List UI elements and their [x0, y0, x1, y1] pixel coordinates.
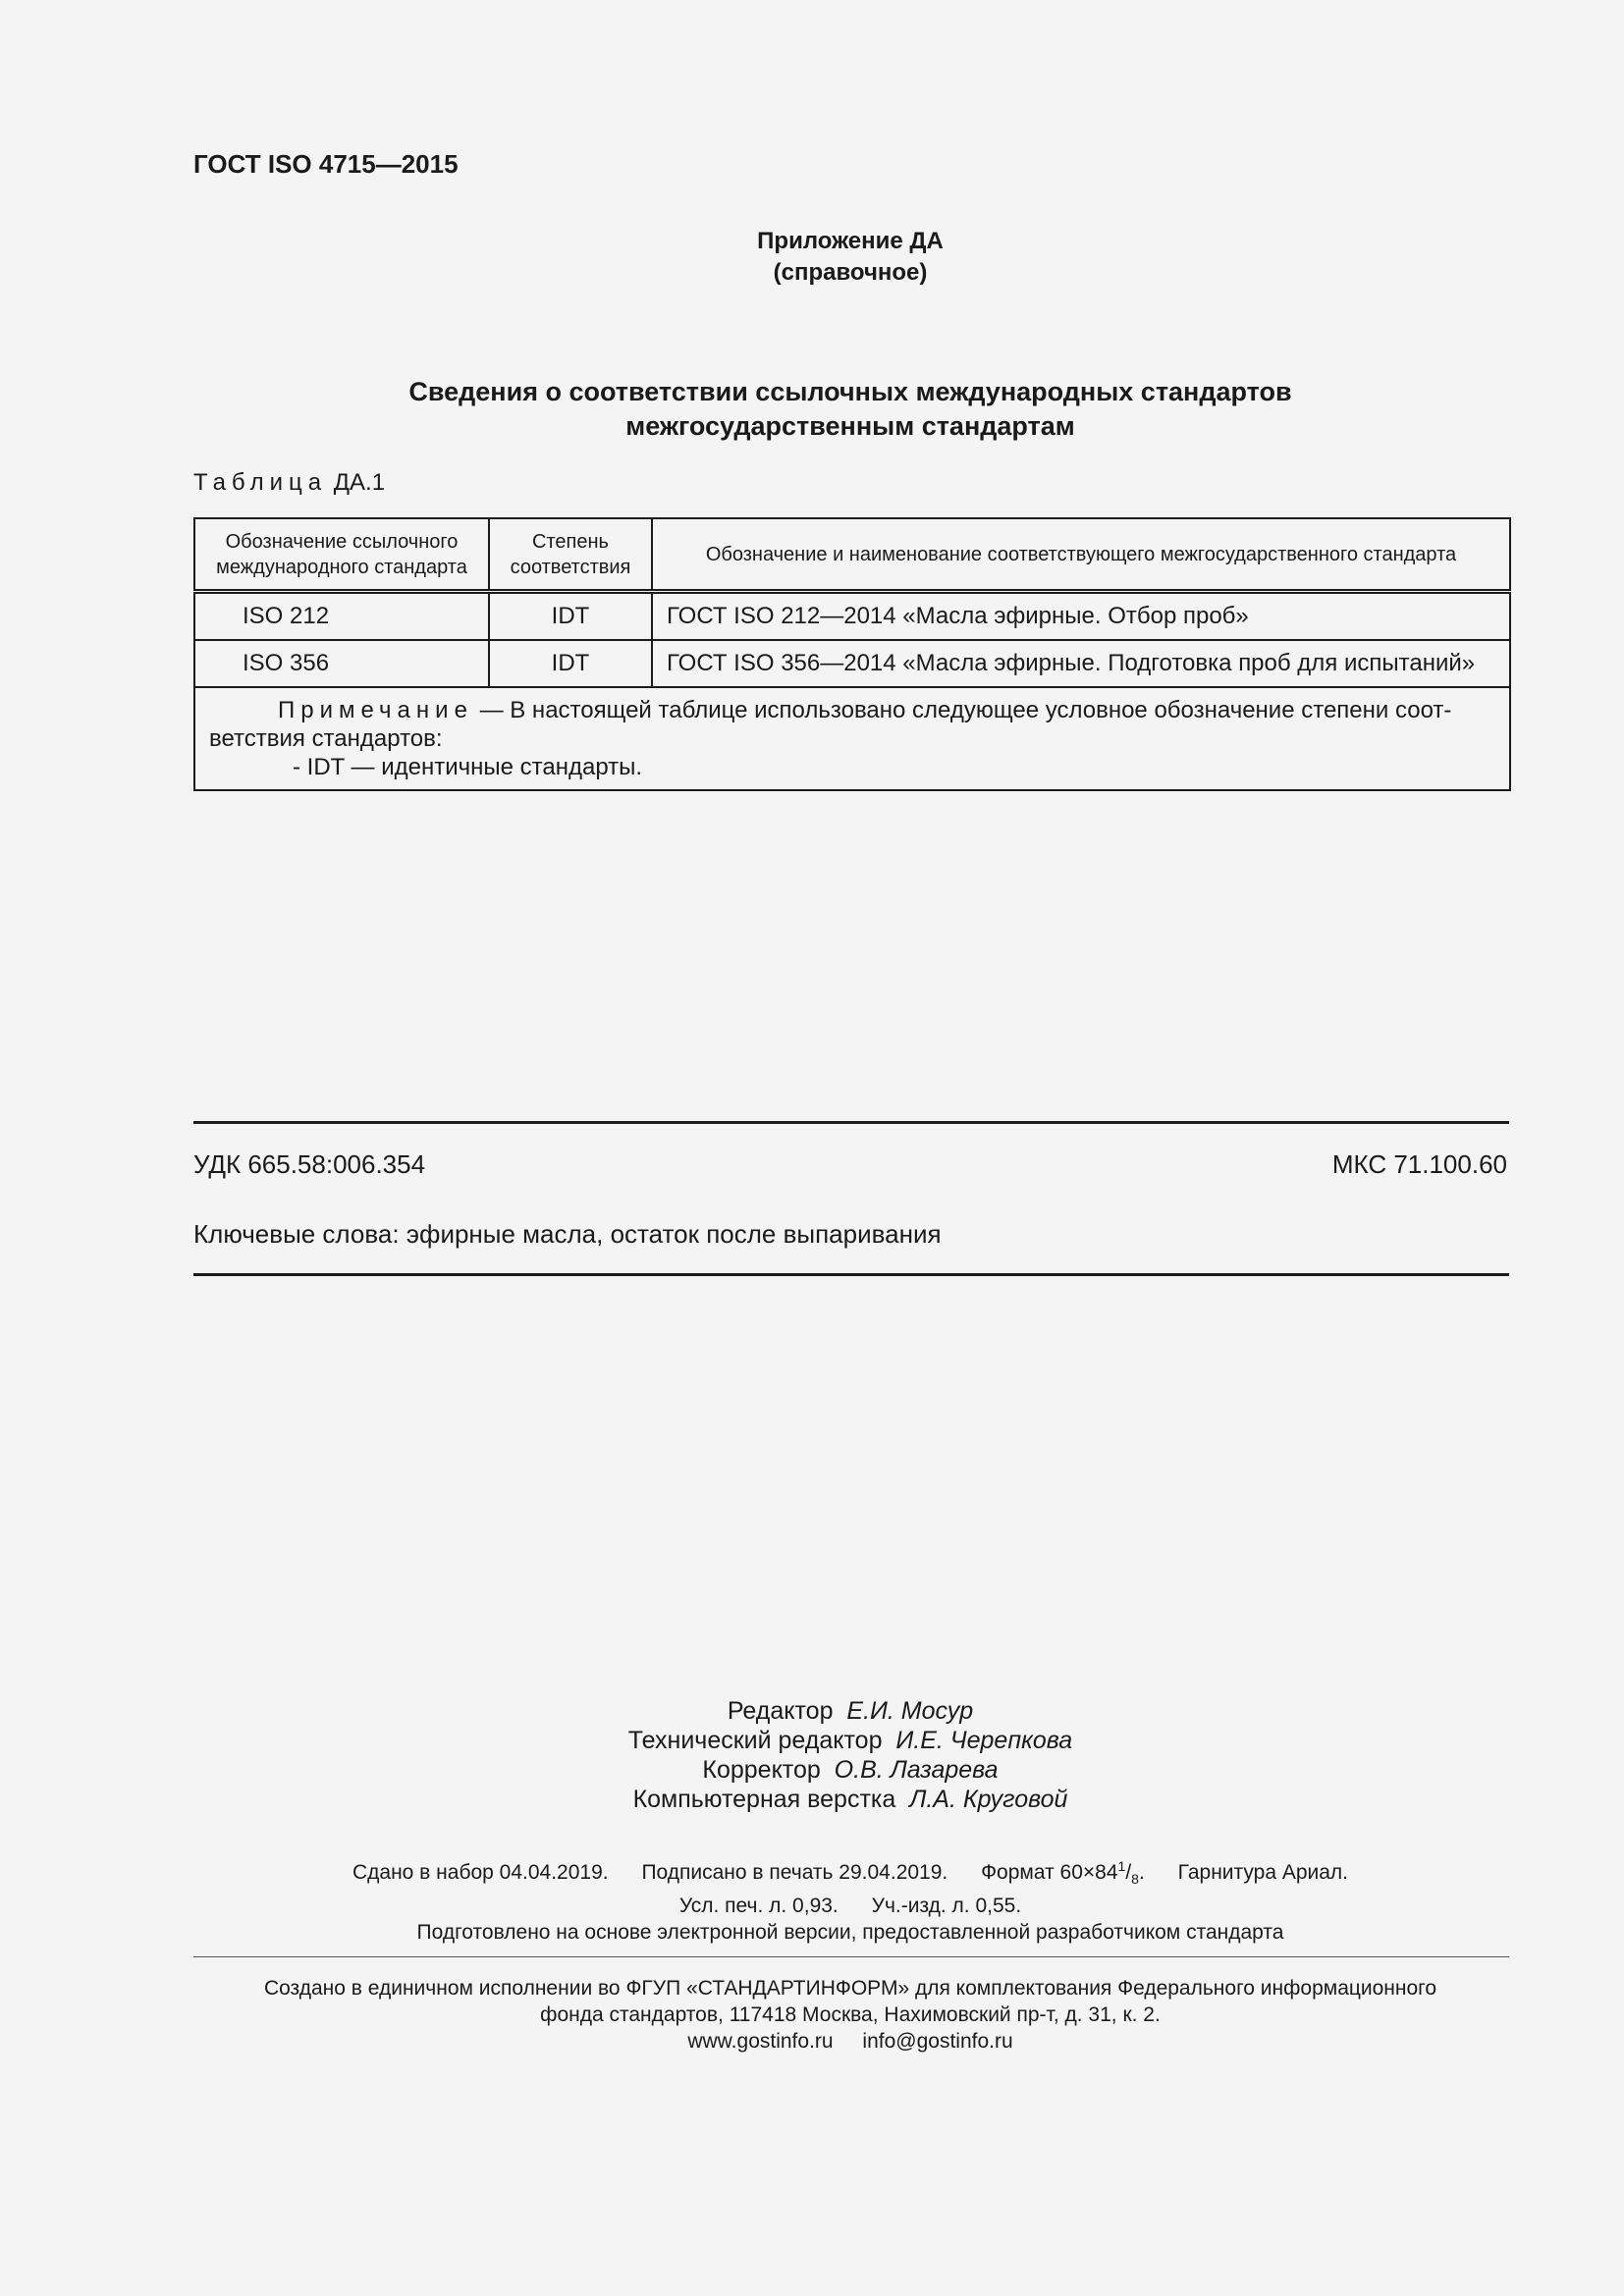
credit-role: Редактор — [727, 1697, 834, 1725]
header-intl-standard: Обозначение ссылочного международного стандарта — [194, 518, 489, 592]
credit-role: Технический редактор — [627, 1727, 883, 1754]
footer-line1: Создано в единичном исполнении во ФГУП «СТАНДАРТИНФОРМ» для комплектования Федерального информационного — [263, 1977, 1437, 2000]
table-row — [194, 640, 1510, 687]
print-info-line2 — [193, 1893, 1507, 1919]
print-info-line1 — [193, 1853, 1507, 1893]
udk-code: УДК 665.58:006.354 — [193, 1149, 426, 1179]
table-header-row — [194, 518, 1510, 592]
appendix-subtitle: (справочное) — [773, 259, 928, 286]
cell-national: ГОСТ ISO 212—2014 «Масла эфирные. Отбор проб» — [652, 592, 1510, 641]
section-title-line1: Сведения о соответствии ссылочных международных стандартов — [408, 377, 1292, 406]
table-label-word: Таблица — [193, 469, 328, 496]
section-title-line2: межгосударственным стандартам — [625, 411, 1075, 441]
credit-name: И.Е. Черепкова — [895, 1727, 1073, 1754]
email-link[interactable]: info@gostinfo.ru — [862, 2030, 1013, 2053]
credit-name: Е.И. Мосур — [846, 1697, 974, 1725]
keywords: Ключевые слова: эфирные масла, остаток после выпаривания — [193, 1219, 942, 1249]
mks-code: МКС 71.100.60 — [1331, 1149, 1507, 1179]
cell-intl: ISO 356 — [194, 640, 489, 687]
header-degree: Степень соответствия — [489, 518, 652, 592]
credits — [193, 1696, 1507, 1814]
table-note — [194, 687, 1510, 790]
printed-sheets: Усл. печ. л. 0,93. — [678, 1895, 839, 1918]
note-label: Примечание — [278, 697, 473, 723]
print-info — [193, 1853, 1507, 1946]
website-link[interactable]: www.gostinfo.ru — [687, 2030, 834, 2053]
table-label-number: ДА.1 — [333, 469, 386, 496]
credit-line — [193, 1755, 1507, 1785]
table-row — [194, 592, 1510, 641]
format: Формат $60\times 84^1/_8$. — [981, 1858, 1145, 1888]
appendix-title: Приложение ДА — [757, 228, 944, 254]
credit-name: О.В. Лазарева — [834, 1756, 999, 1784]
appendix-heading — [193, 226, 1507, 289]
signed-date: Подписано в печать 29.04.2019. — [641, 1861, 948, 1884]
note-text: — В настоящей таблице использовано следующее условное обозначение степени соот-ветствия стандартов: — [209, 697, 1452, 752]
cell-degree: IDT — [489, 592, 652, 641]
footer-line2: фонда стандартов, 117418 Москва, Нахимовский пр-т, д. 31, к. 2. — [540, 2003, 1161, 2026]
prepared-note: Подготовлено на основе электронной версии, предоставленной разработчиком стандарта — [416, 1921, 1284, 1945]
credit-role: Компьютерная верстка — [632, 1786, 896, 1813]
cell-national: ГОСТ ISO 356—2014 «Масла эфирные. Подготовка проб для испытаний» — [652, 640, 1510, 687]
header-national-standard: Обозначение и наименование соответствующего межгосударственного стандарта — [652, 518, 1510, 592]
typeface: Гарнитура Ариал. — [1177, 1861, 1349, 1884]
section-title — [193, 375, 1507, 444]
divider-bottom — [193, 1273, 1509, 1276]
footer — [193, 1975, 1507, 2055]
correspondence-table — [193, 517, 1511, 791]
footer-divider — [193, 1956, 1509, 1957]
note-item: - IDT — идентичные стандарты. — [293, 754, 643, 780]
credit-line — [193, 1726, 1507, 1755]
document-code: ГОСТ ISO 4715—2015 — [193, 149, 459, 179]
cell-degree: IDT — [489, 640, 652, 687]
submitted-date: Сдано в набор 04.04.2019. — [352, 1861, 609, 1884]
credit-role: Корректор — [702, 1756, 821, 1784]
credit-line — [193, 1785, 1507, 1814]
divider-top — [193, 1121, 1509, 1124]
table-note-row — [194, 687, 1510, 790]
table-label — [193, 469, 385, 497]
footer-contacts — [193, 2028, 1507, 2055]
cell-intl: ISO 212 — [194, 592, 489, 641]
publisher-sheets: Уч.-изд. л. 0,55. — [871, 1895, 1022, 1918]
credit-line — [193, 1696, 1507, 1726]
credit-name: Л.А. Круговой — [909, 1786, 1068, 1813]
